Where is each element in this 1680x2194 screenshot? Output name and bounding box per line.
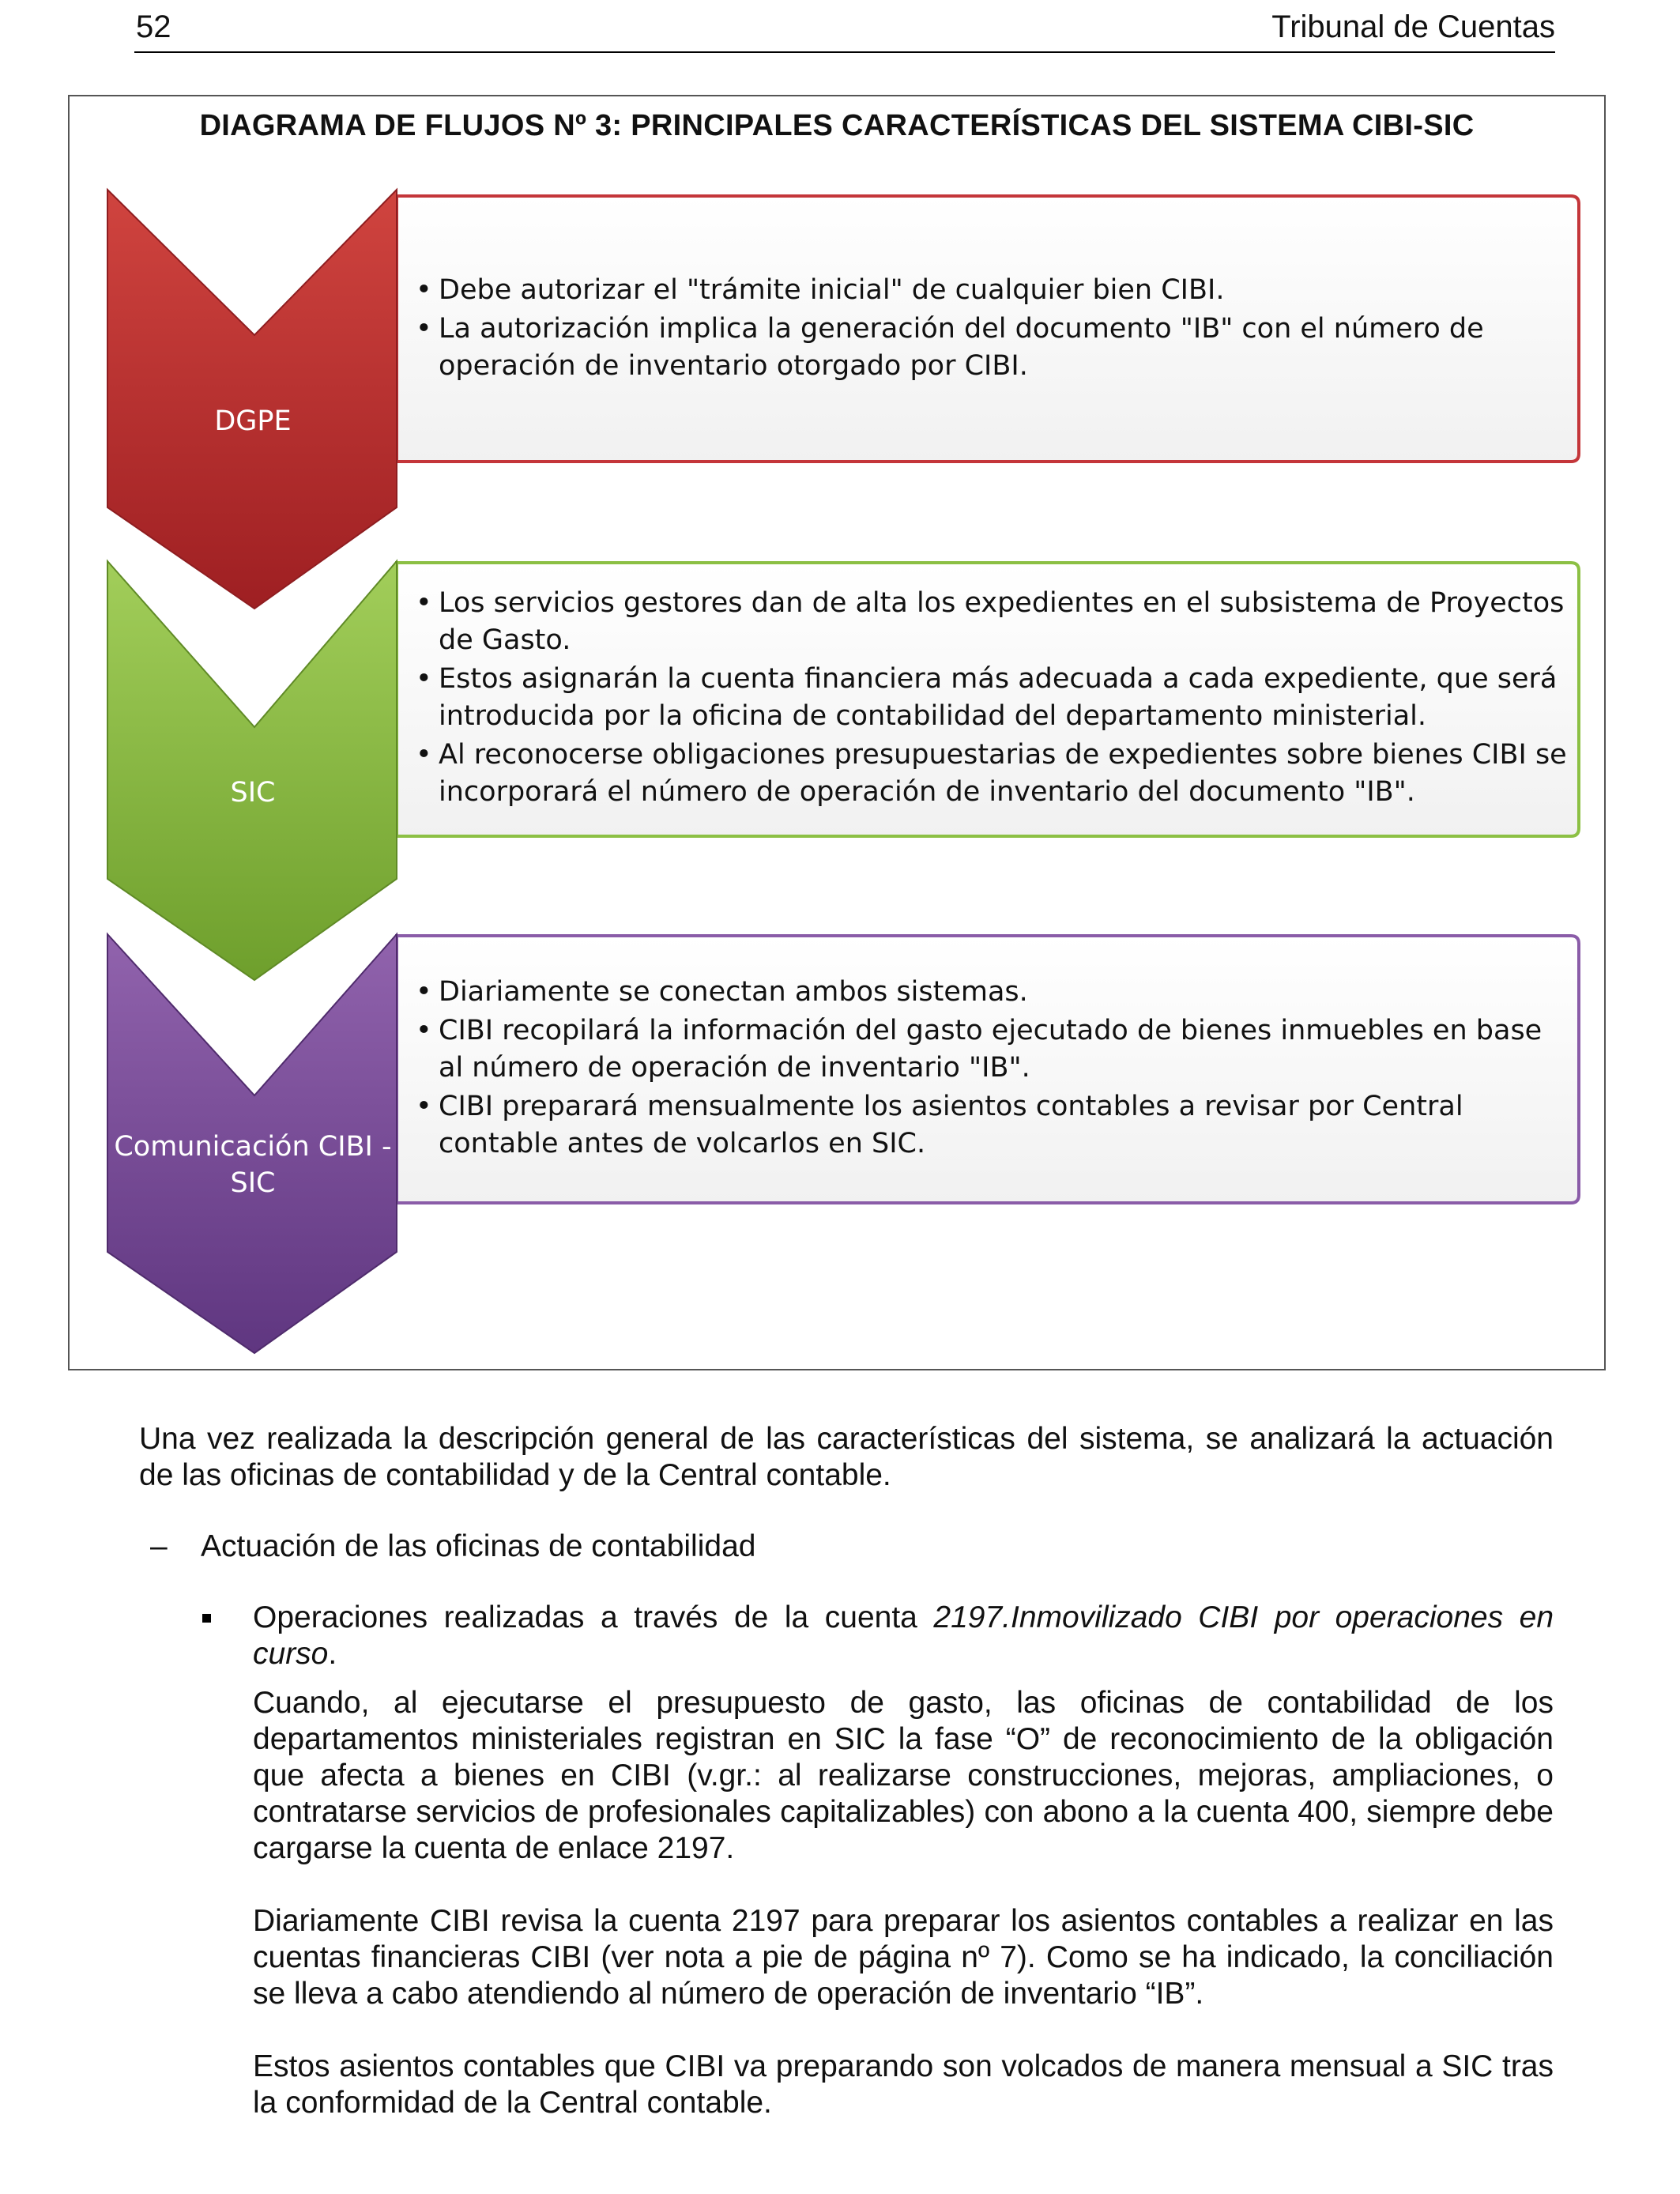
- body-text: [139, 1421, 1554, 2121]
- comunicacion-bullet-1: • Diariamente se conectan ambos sistemas.: [416, 974, 1546, 1011]
- page-number: 52: [136, 9, 171, 44]
- square-bullet-icon: [202, 1614, 211, 1623]
- dash-marker: –: [150, 1529, 168, 1563]
- flow-diagram: [68, 95, 1606, 1370]
- dgpe-label: DGPE: [214, 405, 292, 437]
- diagram-title: DIAGRAMA DE FLUJOS Nº 3: PRINCIPALES CARACTERÍSTICAS DEL SISTEMA CIBI-SIC: [199, 109, 1475, 142]
- sic-label: SIC: [230, 777, 276, 809]
- comunicacion-bullets: [416, 974, 1546, 1164]
- account-item-suffix: .: [328, 1637, 337, 1671]
- sic-bullet-2: • Estos asignarán la cuenta financiera más adecuada a cada expediente, que será introducida por la oficina de contabilidad del departamento ministerial.: [416, 661, 1585, 735]
- dgpe-chevron: [107, 190, 397, 609]
- comunicacion-label: Comunicación CIBI - SIC: [114, 1131, 392, 1199]
- sic-chevron: [107, 561, 397, 980]
- paragraph-1: Cuando, al ejecutarse el presupuesto de gasto, las oficinas de contabilidad de los departamentos ministeriales registran en SIC la fase “O” de reconocimiento de la obligación que afecta a bienes en CIBI (v.gr.: al realizarse construcciones, mejoras, ampliaciones, o contratarse servicios de profesionales capitalizables) con abono a la cuenta 400, siempre debe cargarse la cuenta de enlace 2197.: [253, 1686, 1554, 1865]
- sic-bullet-1: • Los servicios gestores dan de alta los expedientes en el subsistema de Proyectos de Gasto.: [416, 585, 1585, 659]
- intro-paragraph: Una vez realizada la descripción general de las características del sistema, se analizará la actuación de las oficinas de contabilidad y de la Central contable.: [139, 1422, 1554, 1492]
- section-heading: [139, 1529, 1554, 1565]
- sic-bullets: [416, 585, 1585, 812]
- paragraph-3: Estos asientos contables que CIBI va preparando son volcados de manera mensual a SIC tras la conformidad de la Central contable.: [253, 2049, 1554, 2120]
- header-rule: [134, 51, 1555, 53]
- dgpe-bullet-1: • Debe autorizar el "trámite inicial" de cualquier bien CIBI.: [416, 272, 1585, 309]
- running-header-title: Tribunal de Cuentas: [1271, 9, 1555, 44]
- account-item-name: 2197.Inmovilizado CIBI por operaciones en curso: [253, 1600, 1554, 1671]
- dgpe-bullet-2: • La autorización implica la generación del documento "IB" con el número de operación de inventario otorgado por CIBI.: [416, 311, 1585, 385]
- section-heading-text: Actuación de las oficinas de contabilidad: [201, 1529, 756, 1563]
- account-item: [139, 1600, 1554, 1672]
- comunicacion-bullet-3: • CIBI preparará mensualmente los asientos contables a revisar por Central contable antes de volcarlos en SIC.: [416, 1088, 1546, 1163]
- comunicacion-bullet-2: • CIBI recopilará la información del gasto ejecutado de bienes inmuebles en base al número de operación de inventario "IB".: [416, 1012, 1546, 1087]
- account-item-prefix: Operaciones realizadas a través de la cuenta: [253, 1600, 934, 1634]
- sic-bullet-3: • Al reconocerse obligaciones presupuestarias de expedientes sobre bienes CIBI se incorporará el número de operación de inventario del documento "IB".: [416, 737, 1585, 811]
- paragraph-2: Diariamente CIBI revisa la cuenta 2197 para preparar los asientos contables a realizar en las cuentas financieras CIBI (ver nota a pie de página nº 7). Como se ha indicado, la conciliación se lleva a cabo atendiendo al número de operación de inventario “IB”.: [253, 1904, 1554, 2011]
- dgpe-bullets: [416, 272, 1585, 386]
